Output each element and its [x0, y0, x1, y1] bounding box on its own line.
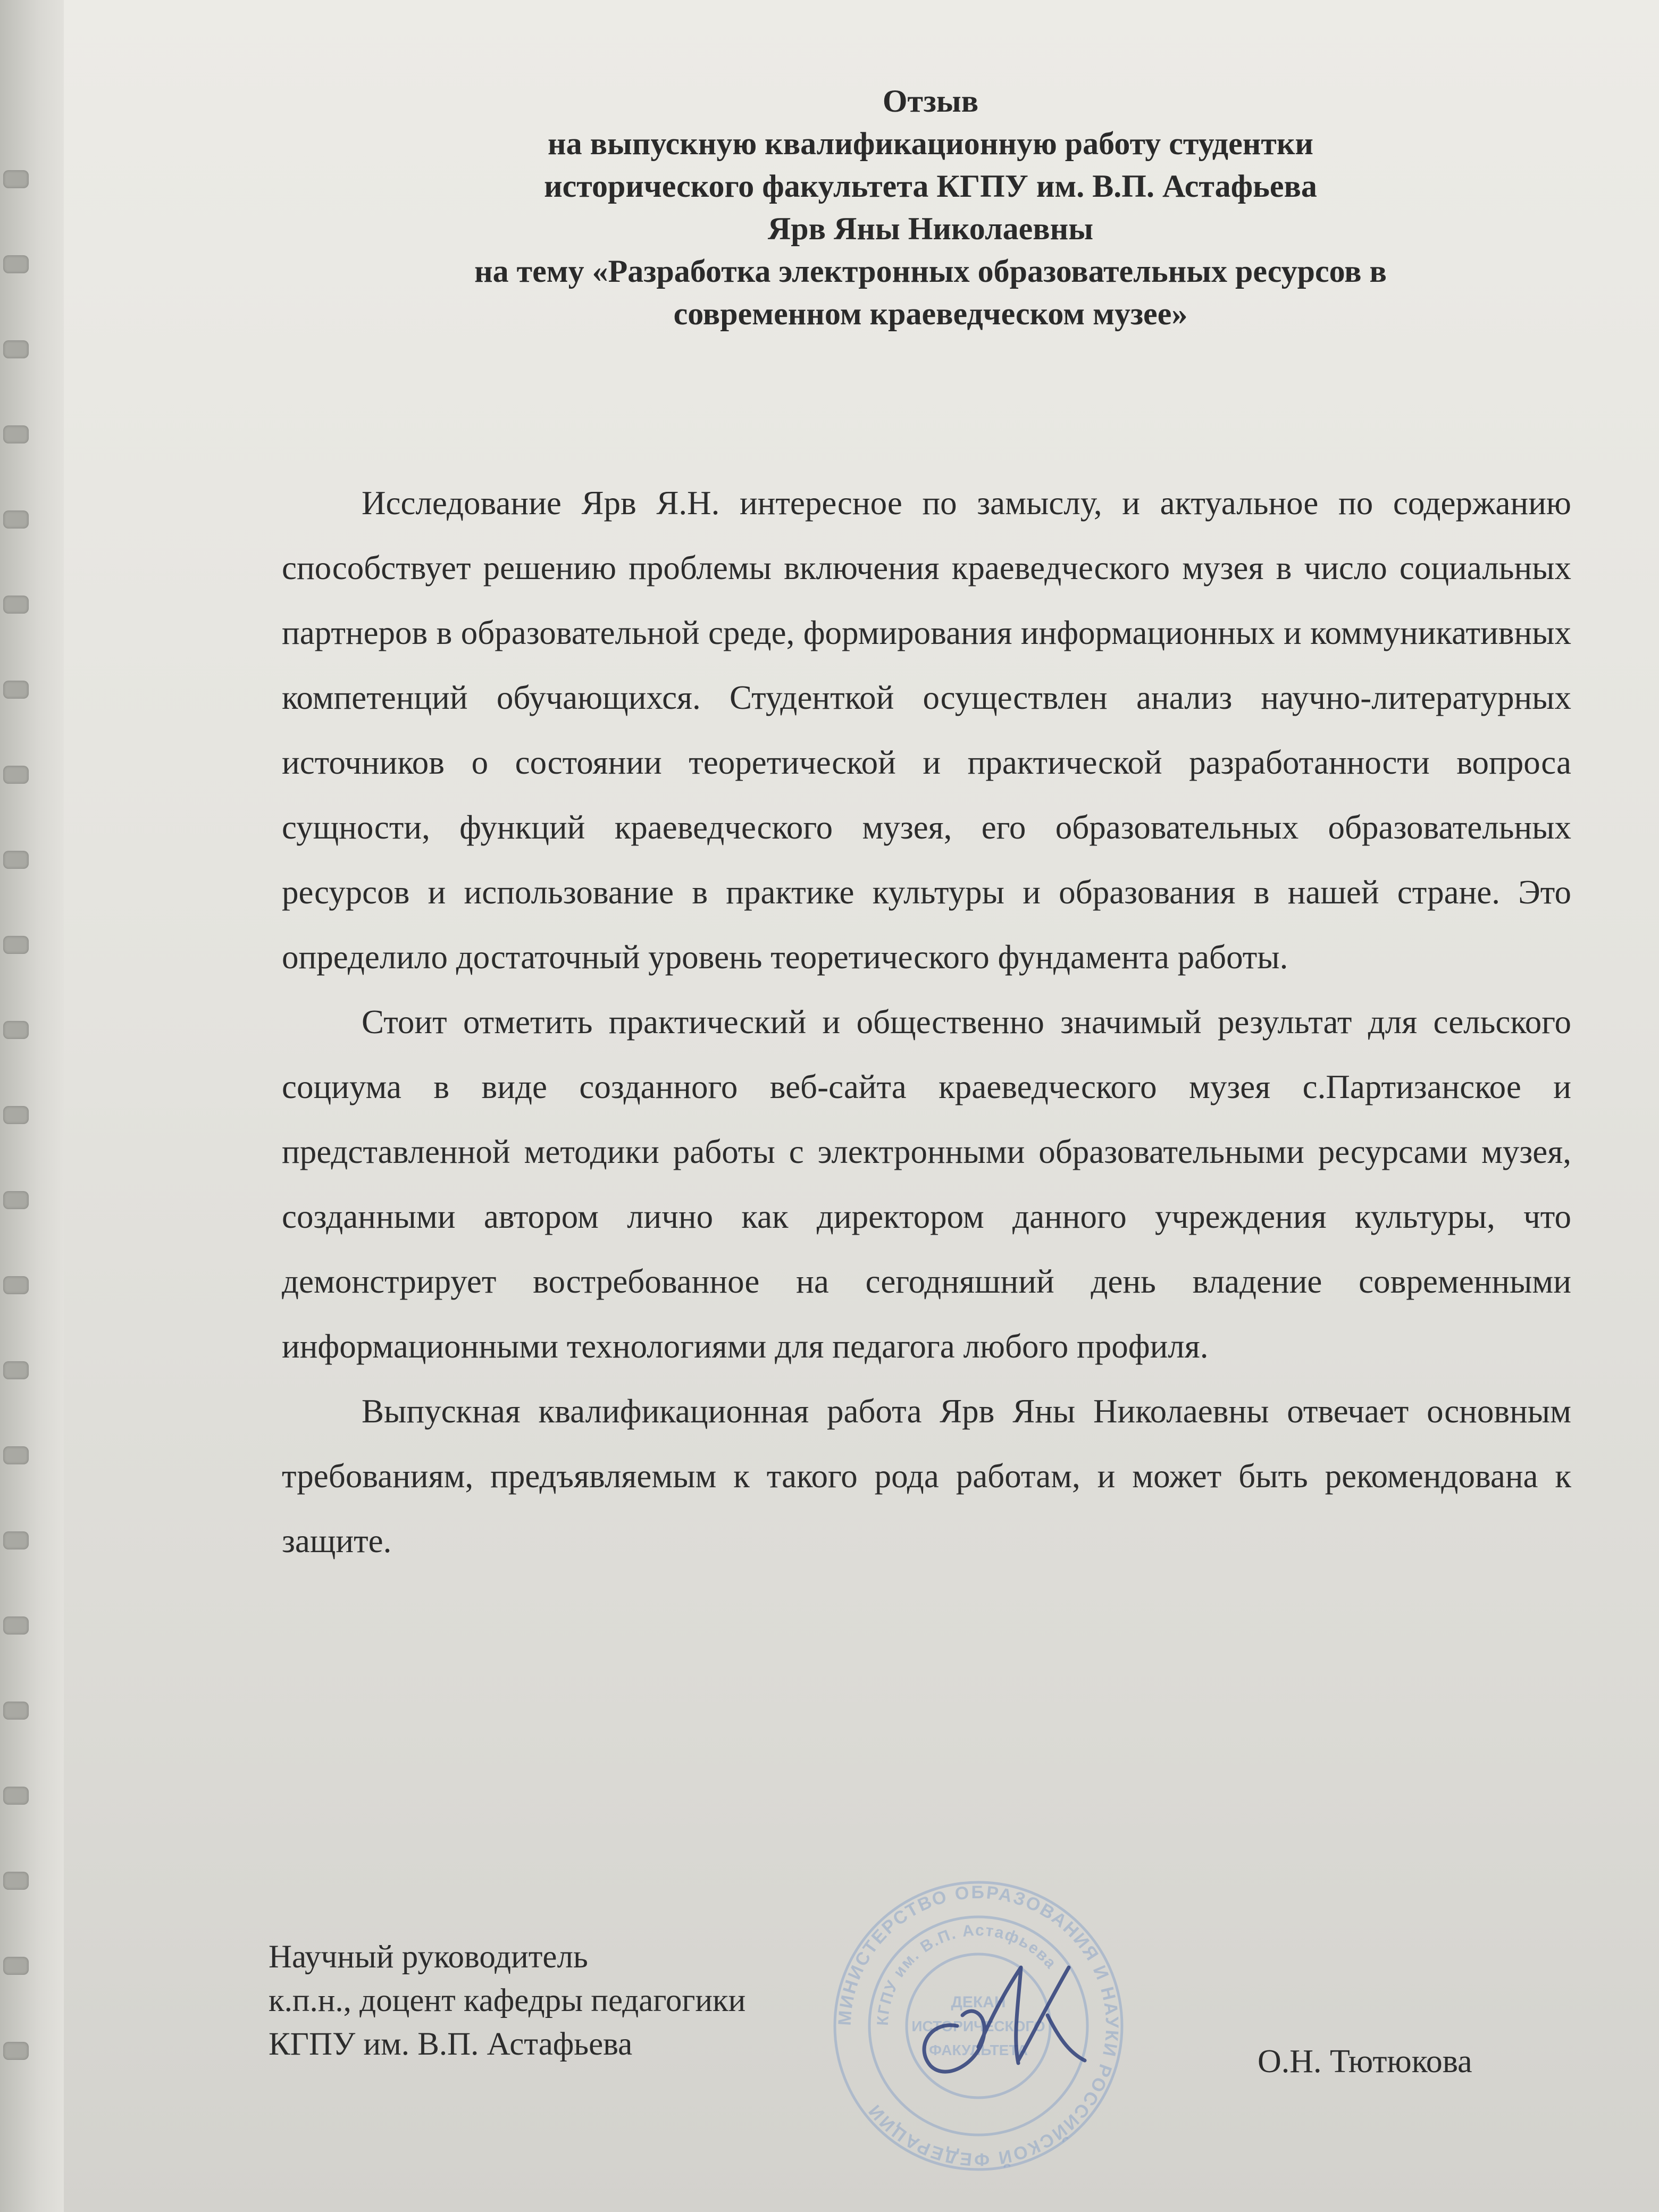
binder-sleeve [0, 0, 64, 2212]
supervisor-name: О.Н. Тютюкова [1258, 2043, 1472, 2080]
punch-hole [3, 170, 29, 188]
header-line: исторического факультета КГПУ им. В.П. Астафьева [544, 169, 1317, 204]
stamp-inner-text: КГПУ им. В.П. Астафьева [874, 1921, 1060, 2026]
paragraph: Исследование Ярв Я.Н. интересное по замыслу, и актуальное по содержанию способствует решению проблемы включения краеведческого музея в число социальных партнеров в образовательной среде, формирования информационных и коммуникативных компетенций обучающихся. Студенткой осуществлен анализ научно-литературных источников о состоянии теоретической и практической разработанности вопроса сущности, функций краеведческого музея, его образовательных образовательных ресурсов и использование в практике культуры и образования в нашей стране. Это определило достаточный уровень теоретического фундамента работы. [282, 484, 1571, 976]
punch-hole [3, 1616, 29, 1635]
punch-hole [3, 1021, 29, 1039]
punch-hole [3, 510, 29, 529]
punch-hole [3, 1106, 29, 1124]
thesis-topic-line: современном краеведческом музее» [673, 296, 1188, 331]
punch-hole [3, 681, 29, 699]
header-line: на выпускную квалификационную работу студентки [548, 126, 1313, 161]
punch-hole [3, 1191, 29, 1209]
punch-hole [3, 340, 29, 358]
punch-hole [3, 1361, 29, 1379]
punch-hole [3, 1531, 29, 1549]
punch-hole [3, 1957, 29, 1975]
punch-hole [3, 1446, 29, 1464]
document-header [213, 80, 1648, 335]
supervisor-position: к.п.н., доцент кафедры педагогики [269, 1983, 746, 2018]
punch-hole [3, 596, 29, 614]
stamp-center-text: ФАКУЛЬТЕТА [929, 2042, 1028, 2058]
punch-hole [3, 1276, 29, 1294]
supervisor-institution: КГПУ им. В.П. Астафьева [269, 2026, 633, 2062]
punch-hole [3, 936, 29, 954]
document-title: Отзыв [882, 83, 979, 119]
stamp-ring-text: МИНИСТЕРСТВО ОБРАЗОВАНИЯ И НАУКИ РОССИЙСКОЙ ФЕДЕРАЦИИ [834, 1882, 1122, 2170]
punch-hole [3, 851, 29, 869]
paragraph: Стоит отметить практический и общественно значимый результат для сельского социума в виде созданного веб-сайта краеведческого музея с.Партизанское и представленной методики работы с электронными образовательными ресурсами музея, созданными автором лично как директором данного учреждения культуры, что демонстрирует востребованное на сегодняшний день владение современными информационными технологиями для педагога любого профиля. [282, 1003, 1571, 1365]
punch-hole [3, 425, 29, 443]
stamp-center-text: ИСТОРИЧЕСКОГО [911, 2018, 1045, 2034]
handwritten-signature [893, 1946, 1127, 2106]
review-body [282, 471, 1571, 1573]
supervisor-role: Научный руководитель [269, 1939, 588, 1975]
punch-hole [3, 1702, 29, 1720]
thesis-topic-line: на тему «Разработка электронных образовательных ресурсов в [474, 254, 1387, 289]
supervisor-block [269, 1936, 745, 2066]
punch-hole [3, 1872, 29, 1890]
punch-hole [3, 2042, 29, 2060]
student-name: Ярв Яны Николаевны [767, 211, 1094, 246]
punch-hole [3, 255, 29, 273]
paragraph: Выпускная квалификационная работа Ярв Яны Николаевны отвечает основным требованиям, предъявляемым к такого рода работам, и может быть рекомендована к защите. [282, 1393, 1571, 1560]
punch-hole [3, 1787, 29, 1805]
stamp-center-text: ДЕКАН [951, 1993, 1006, 2011]
punch-hole [3, 766, 29, 784]
